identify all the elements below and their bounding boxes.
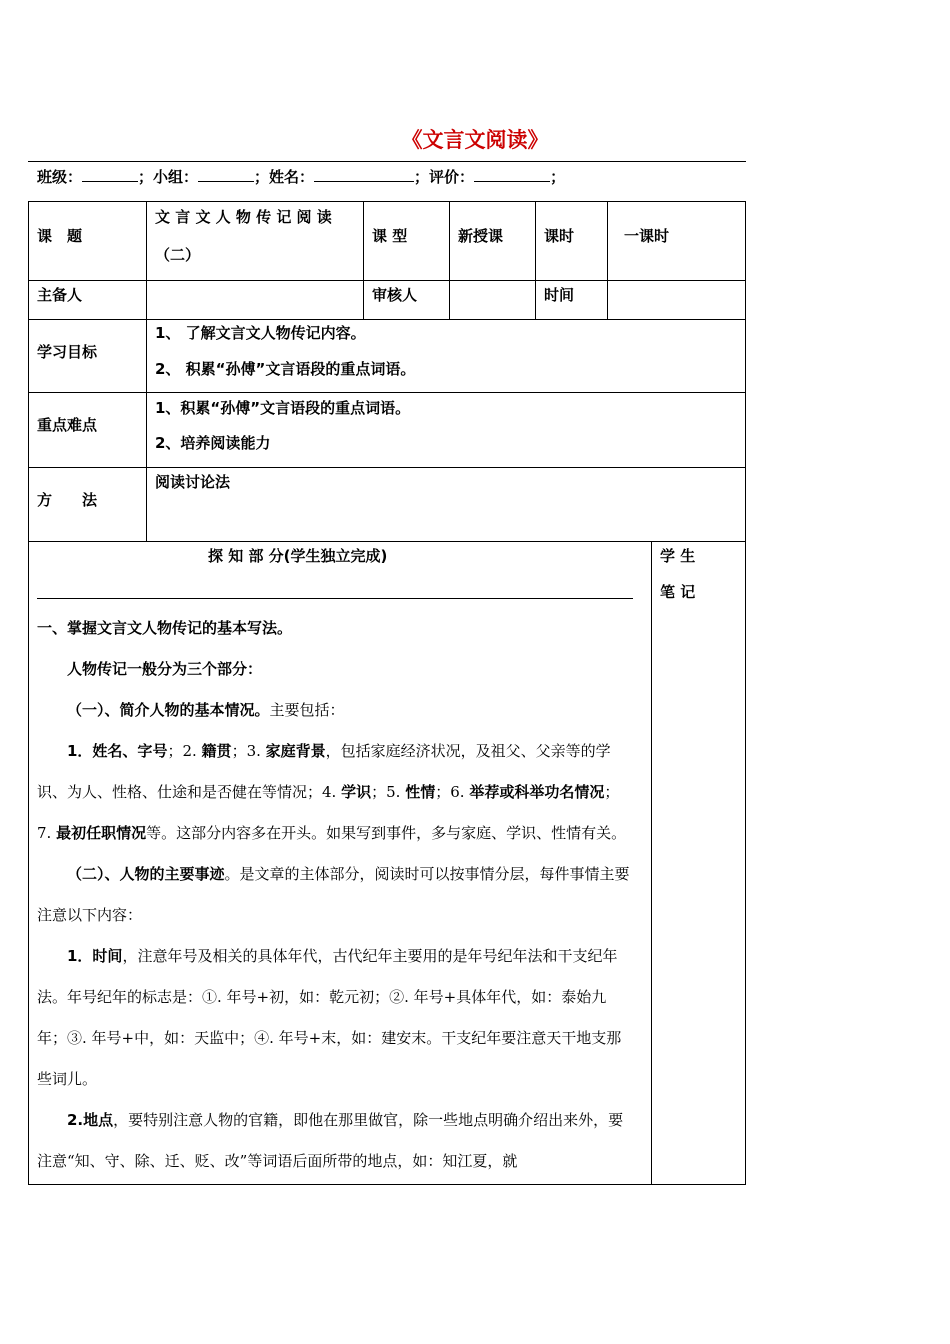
name-blank[interactable] [314,166,414,182]
group-label: ；小组： [138,168,199,186]
explore-title: 探 知 部 分(学生独立完成) [208,547,388,565]
notes-label-2: 笔 记 [660,583,696,601]
v-line [146,201,147,541]
type-value: 新授课 [458,227,504,245]
key-label: 重点难点 [37,416,98,434]
page-title: 《文言文阅读》 [401,128,549,152]
v-line [607,201,608,319]
period-label: 课时 [544,227,575,245]
v-line [28,201,29,1185]
goal-2: 2、 积累“孙傅”文言语段的重点词语。 [155,360,416,378]
h-line [28,280,746,281]
eval-blank[interactable] [474,166,550,182]
group-blank[interactable] [198,166,254,182]
key-1: 1、积累“孙傅”文言语段的重点词语。 [155,399,411,417]
h-line [28,467,746,468]
name-label: ；姓名： [254,168,315,186]
method-value: 阅读讨论法 [155,473,231,491]
h-line [28,201,746,202]
title-rule [28,161,746,162]
place-paragraph: 2.地点，要特别注意人物的官籍，即他在那里做官，除一些地点明确介绍出来外，要注意“知、守、除、迁、贬、改”等词语后面所带的地点，如：知江夏，就 [37,1111,624,1170]
time-paragraph: 1．时间，注意年号及相关的具体年代，古代纪年主要用的是年号纪年法和干支纪年法。年号纪年的标志是：①. 年号+初，如：乾元初；②. 年号+具体年代，如：泰始九年；③. 年号+中，如：天监中；④. 年号+末，如：建安末。干支纪年要注意天干地支那些词儿。 [37,947,622,1088]
h-line [28,1184,746,1185]
student-info-line [37,166,565,187]
h-line [28,392,746,393]
period-value: 一课时 [624,227,670,245]
part-2-paragraph: （二）、人物的主要事迹。是文章的主体部分，阅读时可以按事情分层，每件事情主要注意以下内容： [37,865,630,924]
explore-content [37,608,633,1182]
intro-line: 人物传记一般分为三个部分： [67,660,263,678]
v-line [363,201,364,319]
part-1-heading: （一）、简介人物的基本情况。 [67,701,270,719]
class-label: 班级： [37,168,83,186]
end-mark: ； [550,168,566,186]
h-line [28,319,746,320]
notes-label-1: 学 生 [660,547,696,565]
v-line [449,201,450,319]
topic-label: 课 题 [37,227,83,245]
section-heading: 一、掌握文言文人物传记的基本写法。 [37,619,293,637]
v-line [651,541,652,1184]
time-label: 时间 [544,286,575,304]
goal-1: 1、 了解文言文人物传记内容。 [155,324,366,342]
goals-label: 学习目标 [37,343,98,361]
preparer-label: 主备人 [37,286,83,304]
part-1-items: 1．姓名、字号；2. 籍贯；3. 家庭背景，包括家庭经济状况，及祖父、父亲等的学识、为人、性格、仕途和是否健在等情况；4. 学识；5. 性情；6. 举荐或科举功名情况；7. 最初任职情况等。这部分内容多在开头。如果写到事件，多与家庭、学识、性情有关。 [37,742,627,842]
class-blank[interactable] [82,166,138,182]
key-2: 2、培养阅读能力 [155,434,271,452]
part-1-rest: 主要包括： [269,701,345,719]
v-line [745,201,746,1185]
v-line [535,201,536,319]
h-line [28,541,746,542]
topic-value-1: 文 言 文 人 物 传 记 阅 读 [155,208,332,226]
type-label: 课 型 [372,227,408,245]
explore-underline [37,598,633,599]
topic-value-2: （二） [155,246,201,264]
reviewer-label: 审核人 [372,286,418,304]
eval-label: ；评价： [414,168,475,186]
method-label: 方 法 [37,491,98,509]
